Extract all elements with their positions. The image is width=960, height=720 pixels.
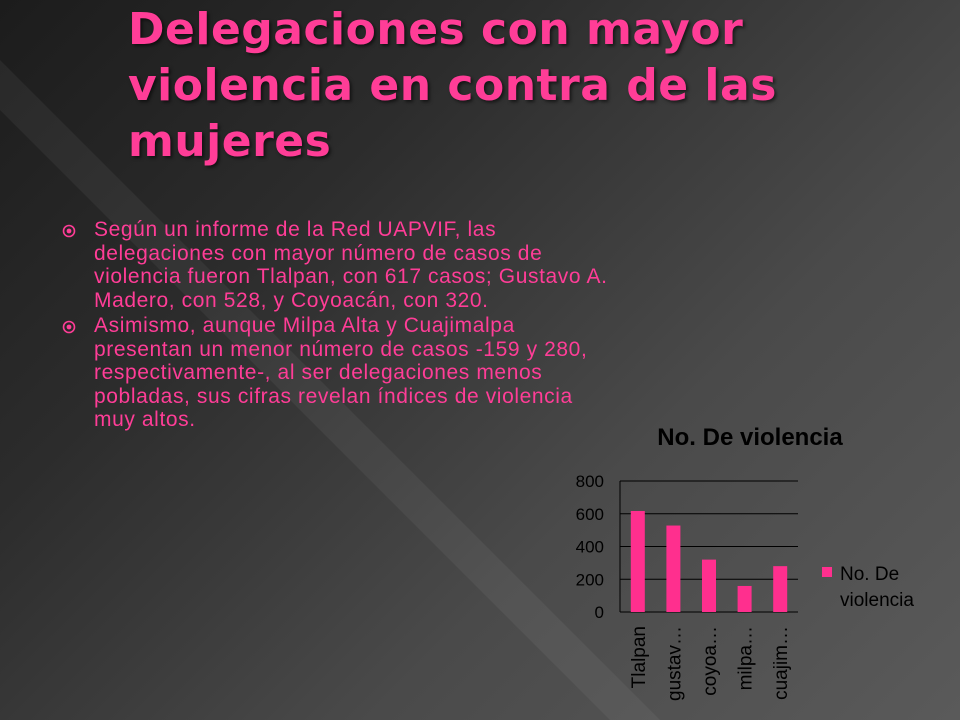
x-tick-label: milpa…: [735, 626, 757, 691]
bar-0: [631, 511, 645, 612]
slide-title: Delegaciones con mayor violencia en contra de las mujeres: [128, 4, 777, 167]
y-tick-label: 400: [575, 537, 604, 557]
bar-2: [702, 560, 716, 612]
y-tick-label: 0: [594, 603, 604, 622]
bullet-text: Asimismo, aunque Milpa Alta y Cuajimalpa presentan un menor número de casos -159 y 280, respectivamente-, al ser delegaciones menos pobladas, sus cifras revelan índices de violencia muy altos.: [94, 314, 588, 431]
y-tick-label: 800: [575, 472, 604, 491]
bar-3: [738, 586, 752, 612]
chart-title: No. De violencia: [657, 424, 843, 451]
bullet-text: Según un informe de la Red UAPVIF, las delegaciones con mayor número de casos de violencia fueron Tlalpan, con 617 casos; Gustavo A. Madero, con 528, y Coyoacán, con 320.: [94, 218, 608, 312]
y-tick-label: 600: [575, 504, 604, 524]
y-tick-label: 200: [575, 570, 604, 590]
x-tick-label: cuajim…: [771, 626, 793, 700]
bar-1: [666, 526, 680, 612]
legend-label: No. De violencia: [840, 564, 914, 611]
legend-swatch: [822, 567, 832, 577]
bar-4: [773, 566, 787, 612]
x-tick-label: coyoa…: [700, 626, 721, 696]
x-tick-label: gustav…: [664, 626, 686, 701]
x-tick-label: Tlalpan: [628, 626, 650, 689]
